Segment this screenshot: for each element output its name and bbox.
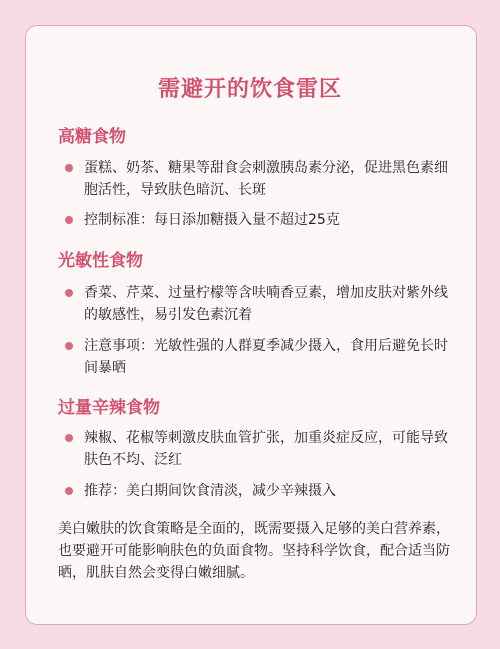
section-heading-high-sugar: 高糖食物	[58, 127, 126, 147]
bullet-icon	[65, 164, 73, 172]
bullet-icon	[65, 434, 73, 442]
bullet-icon	[65, 487, 73, 495]
section-heading-photosensitive: 光敏性食物	[58, 251, 143, 271]
page-title: 需避开的饮食雷区	[157, 77, 342, 102]
section-heading-spicy: 过量辛辣食物	[58, 398, 160, 418]
list-item: 辣椒、花椒等刺激皮肤血管扩张，加重炎症反应，可能导致肤色不均、泛红	[84, 430, 448, 468]
list-item: 香菜、芹菜、过量柠檬等含呋喃香豆素，增加皮肤对紫外线的敏感性，易引发色素沉着	[84, 285, 448, 323]
list-item: 控制标准：每日添加糖摄入量不超过25克	[84, 212, 340, 228]
list-item: 推荐：美白期间饮食清淡，减少辛辣摄入	[84, 483, 336, 499]
list-item: 注意事项：光敏性强的人群夏季减少摄入，食用后避免长时间暴晒	[84, 338, 448, 376]
bullet-icon	[65, 289, 73, 297]
list-item: 蛋糕、奶茶、糖果等甜食会刺激胰岛素分泌，促进黑色素细胞活性，导致肤色暗沉、长斑	[84, 160, 448, 198]
bullet-icon	[65, 216, 73, 224]
bullet-icon	[65, 342, 73, 350]
summary-paragraph: 美白嫩肤的饮食策略是全面的，既需要摄入足够的美白营养素，也要避开可能影响肤色的负面食物。坚持科学饮食，配合适当防晒，肌肤自然会变得白嫩细腻。	[58, 521, 450, 581]
